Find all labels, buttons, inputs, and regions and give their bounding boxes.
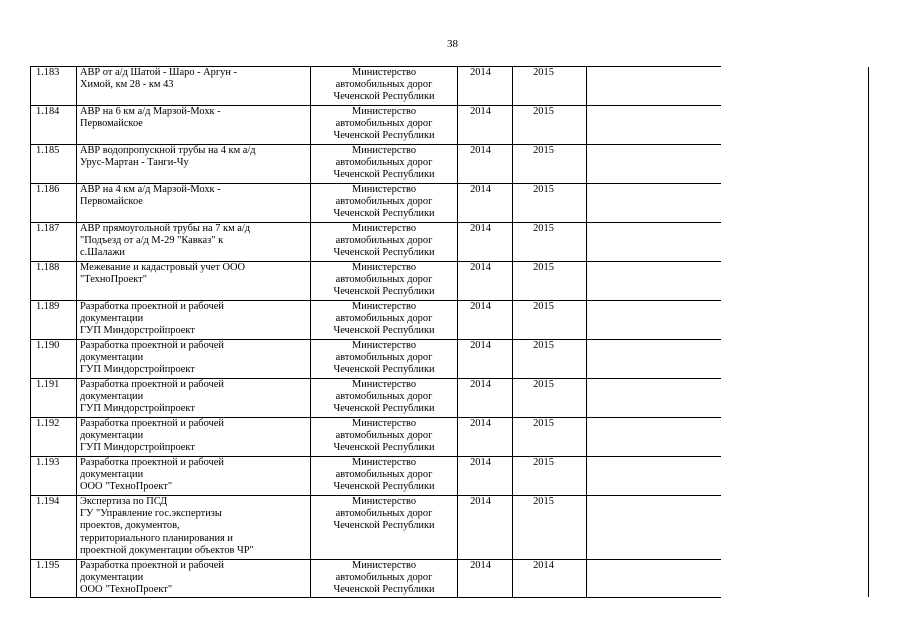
row-year-start: 2014 [458,496,513,560]
row-name: АВР на 6 км а/д Марзой-Мохк - Первомайское [77,106,311,145]
row-empty-cell [721,418,869,457]
row-year-start: 2014 [458,67,513,106]
table-row [31,184,876,223]
row-year-end: 2015 [513,223,587,262]
row-organization: Министерство автомобильных дорог Чеченской Республики [311,145,458,184]
table-row [31,340,876,379]
table-row [31,379,876,418]
row-year-start: 2014 [458,301,513,340]
row-year-end: 2015 [513,301,587,340]
row-name: АВР на 4 км а/д Марзой-Мохк - Первомайское [77,184,311,223]
row-empty-cell [587,418,721,457]
row-organization: Министерство автомобильных дорог Чеченской Республики [311,301,458,340]
row-empty-cell [869,262,876,301]
row-empty-cell [869,67,876,106]
row-empty-cell [587,106,721,145]
table-row [31,262,876,301]
row-empty-cell [587,496,721,560]
row-empty-cell [587,457,721,496]
row-name: Разработка проектной и рабочей документации ООО "ТехноПроект" [77,560,311,598]
row-organization: Министерство автомобильных дорог Чеченской Республики [311,223,458,262]
page-number: 38 [447,38,458,50]
row-empty-cell [721,301,869,340]
row-empty-cell [587,379,721,418]
row-empty-cell [587,184,721,223]
row-name: Экспертиза по ПСД ГУ "Управление гос.экспертизы проектов, документов, территориального планирования и проектной документации объектов ЧР" [77,496,311,560]
row-empty-cell [869,145,876,184]
table-row [31,418,876,457]
row-number: 1.186 [31,184,77,223]
row-empty-cell [721,560,869,598]
row-empty-cell [587,340,721,379]
row-number: 1.195 [31,560,77,598]
table-row [31,67,876,106]
row-year-start: 2014 [458,457,513,496]
row-empty-cell [869,379,876,418]
row-year-end: 2015 [513,496,587,560]
row-organization: Министерство автомобильных дорог Чеченской Республики [311,457,458,496]
row-organization: Министерство автомобильных дорог Чеченской Республики [311,379,458,418]
row-empty-cell [869,184,876,223]
row-empty-cell [869,340,876,379]
row-empty-cell [869,418,876,457]
row-year-start: 2014 [458,340,513,379]
row-year-end: 2015 [513,67,587,106]
row-name: Разработка проектной и рабочей документации ГУП Миндорстройпроект [77,301,311,340]
row-number: 1.191 [31,379,77,418]
row-year-end: 2015 [513,418,587,457]
row-year-end: 2015 [513,106,587,145]
row-name: Разработка проектной и рабочей документации ООО "ТехноПроект" [77,457,311,496]
row-empty-cell [587,301,721,340]
row-year-start: 2014 [458,184,513,223]
row-organization: Министерство автомобильных дорог Чеченской Республики [311,262,458,301]
table-row [31,145,876,184]
row-empty-cell [721,262,869,301]
row-empty-cell [721,67,869,106]
row-name: Разработка проектной и рабочей документации ГУП Миндорстройпроект [77,340,311,379]
row-number: 1.194 [31,496,77,560]
row-year-start: 2014 [458,379,513,418]
table-row [31,496,876,560]
row-number: 1.185 [31,145,77,184]
row-empty-cell [721,457,869,496]
row-organization: Министерство автомобильных дорог Чеченской Республики [311,106,458,145]
row-empty-cell [721,496,869,560]
row-empty-cell [869,223,876,262]
row-name: АВР прямоугольной трубы на 7 км а/д "Подъезд от а/д М-29 "Кавказ" к с.Шалажи [77,223,311,262]
row-number: 1.189 [31,301,77,340]
row-year-end: 2015 [513,457,587,496]
row-year-end: 2015 [513,184,587,223]
row-year-end: 2015 [513,145,587,184]
table-row [31,223,876,262]
row-empty-cell [721,379,869,418]
row-empty-cell [869,496,876,560]
row-empty-cell [587,560,721,598]
row-number: 1.190 [31,340,77,379]
row-number: 1.192 [31,418,77,457]
row-empty-cell [869,457,876,496]
row-year-end: 2015 [513,340,587,379]
row-organization: Министерство автомобильных дорог Чеченской Республики [311,67,458,106]
row-empty-cell [721,106,869,145]
table-row [31,457,876,496]
row-empty-cell [869,560,876,598]
row-empty-cell [587,262,721,301]
row-name: Разработка проектной и рабочей документации ГУП Миндорстройпроект [77,379,311,418]
row-empty-cell [721,145,869,184]
table-row [31,106,876,145]
row-name: АВР водопропускной трубы на 4 км а/д Урус-Мартан - Танги-Чу [77,145,311,184]
row-empty-cell [721,340,869,379]
row-year-start: 2014 [458,262,513,301]
row-empty-cell [869,301,876,340]
row-empty-cell [869,106,876,145]
row-number: 1.188 [31,262,77,301]
row-year-start: 2014 [458,106,513,145]
row-empty-cell [721,184,869,223]
table-row [31,560,876,598]
row-name: Межевание и кадастровый учет ООО "ТехноПроект" [77,262,311,301]
row-organization: Министерство автомобильных дорог Чеченской Республики [311,560,458,598]
row-organization: Министерство автомобильных дорог Чеченской Республики [311,340,458,379]
row-year-start: 2014 [458,418,513,457]
row-year-end: 2015 [513,379,587,418]
row-year-start: 2014 [458,223,513,262]
row-number: 1.183 [31,67,77,106]
table-row [31,301,876,340]
row-year-end: 2015 [513,262,587,301]
row-organization: Министерство автомобильных дорог Чеченской Республики [311,184,458,223]
row-year-end: 2014 [513,560,587,598]
row-year-start: 2014 [458,560,513,598]
program-table [30,66,875,598]
row-number: 1.184 [31,106,77,145]
row-empty-cell [721,223,869,262]
row-year-start: 2014 [458,145,513,184]
row-empty-cell [587,223,721,262]
row-number: 1.187 [31,223,77,262]
row-organization: Министерство автомобильных дорог Чеченской Республики [311,496,458,560]
row-organization: Министерство автомобильных дорог Чеченской Республики [311,418,458,457]
row-number: 1.193 [31,457,77,496]
row-empty-cell [587,67,721,106]
row-name: Разработка проектной и рабочей документации ГУП Миндорстройпроект [77,418,311,457]
row-empty-cell [587,145,721,184]
row-name: АВР от а/д Шатой - Шаро - Аргун - Химой, км 28 - км 43 [77,67,311,106]
